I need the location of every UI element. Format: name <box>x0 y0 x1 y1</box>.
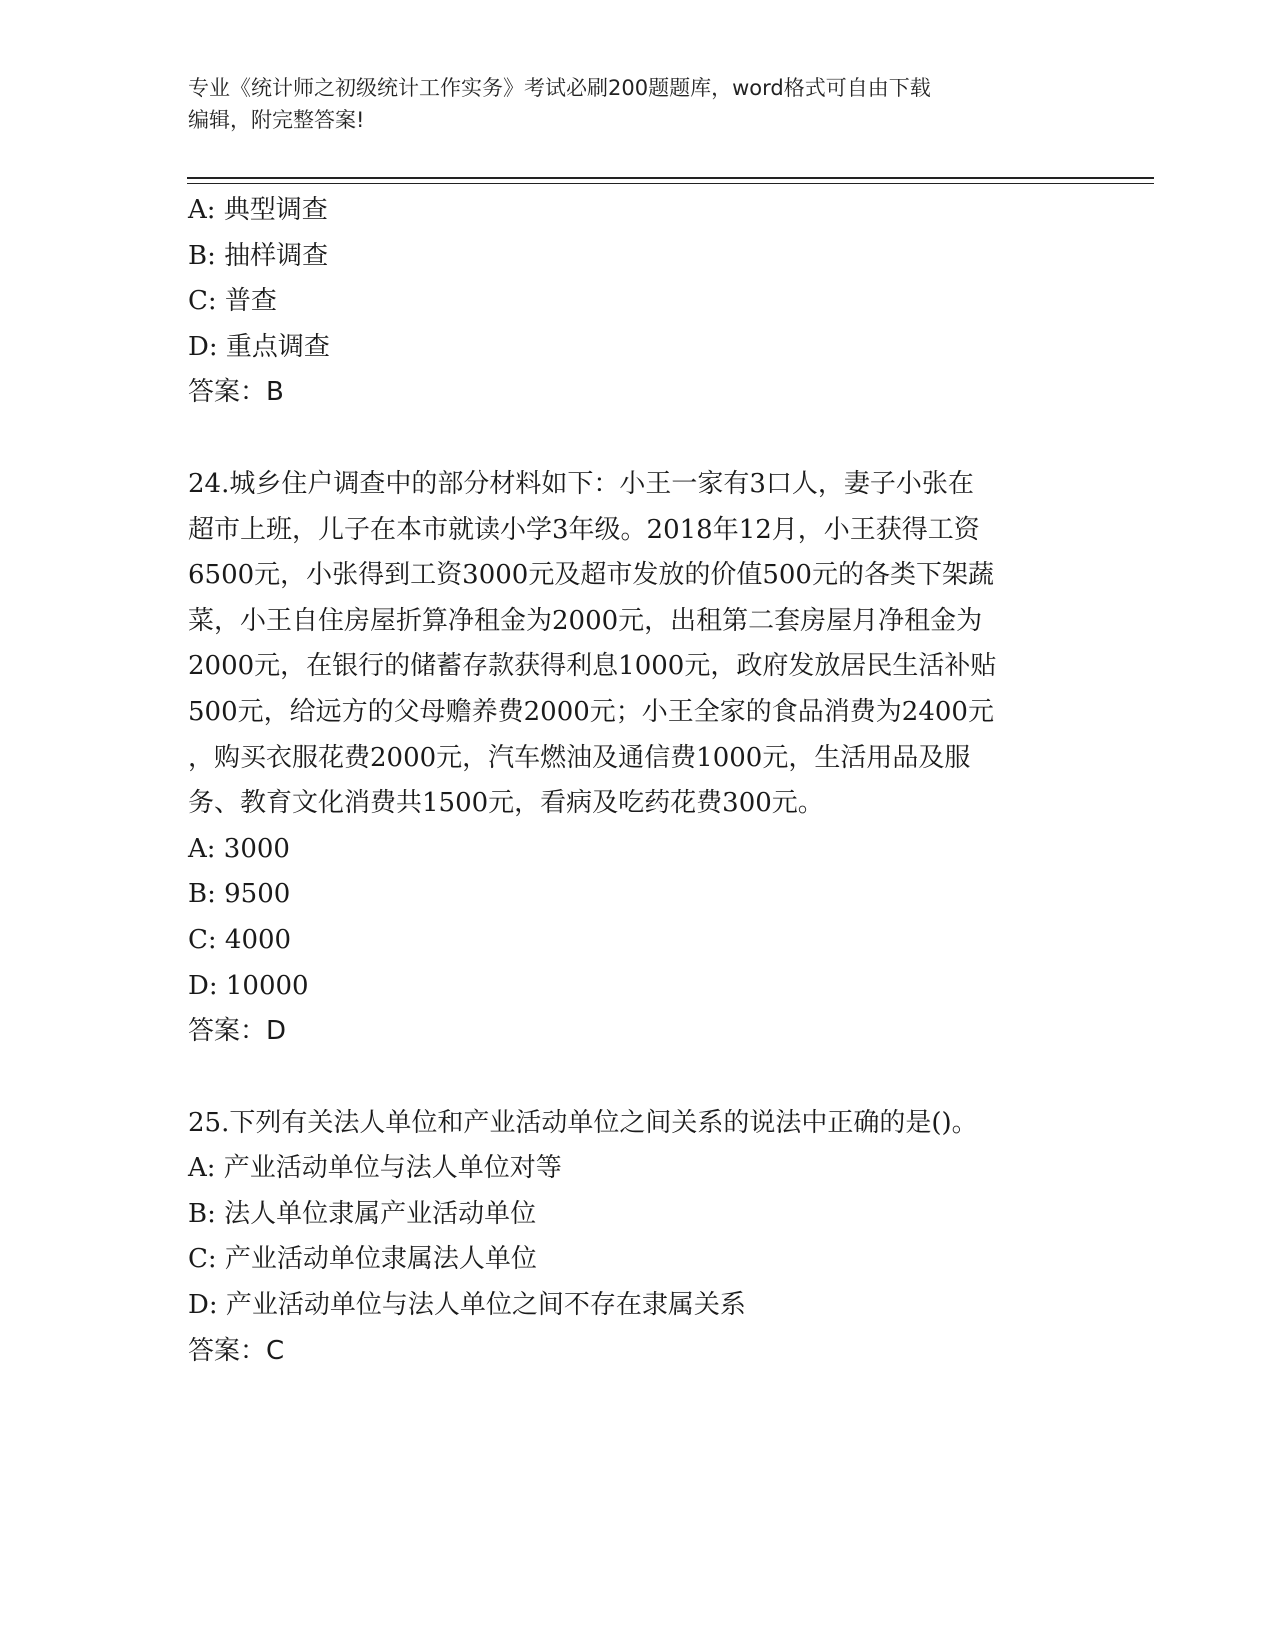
q24-text-line-7: ，购买衣服花费2000元，汽车燃油及通信费1000元，生活用品及服 <box>188 742 971 773</box>
header-rule-thin <box>187 183 1154 184</box>
document-header <box>188 72 1068 136</box>
header-line-1: 专业《统计师之初级统计工作实务》考试必刷200题题库，word格式可自由下载 <box>188 76 931 100</box>
q24-text-line-6: 500元，给远方的父母赡养费2000元；小王全家的食品消费为2400元 <box>188 696 994 727</box>
q25-option-d: D: 产业活动单位与法人单位之间不存在隶属关系 <box>188 1290 746 1321</box>
q25-text: 25.下列有关法人单位和产业活动单位之间关系的说法中正确的是()。 <box>188 1107 978 1138</box>
q25-option-c: C: 产业活动单位隶属法人单位 <box>188 1244 537 1275</box>
q24-option-d: D: 10000 <box>188 970 309 1001</box>
q24-option-c: C: 4000 <box>188 924 292 955</box>
q24-option-a: A: 3000 <box>188 833 290 864</box>
q24-text-line-8: 务、教育文化消费共1500元，看病及吃药花费300元。 <box>188 788 824 819</box>
question-23-block <box>188 188 1088 416</box>
q23-answer: 答案：B <box>188 377 284 408</box>
q23-option-d: D: 重点调查 <box>188 331 330 362</box>
spacer <box>188 416 1088 462</box>
question-content <box>188 188 1088 1374</box>
q23-option-b: B: 抽样调查 <box>188 240 329 271</box>
q25-option-a: A: 产业活动单位与法人单位对等 <box>188 1153 562 1184</box>
q24-text-line-2: 超市上班，儿子在本市就读小学3年级。2018年12月，小王获得工资 <box>188 514 980 545</box>
q25-option-b: B: 法人单位隶属产业活动单位 <box>188 1198 537 1229</box>
q24-text-line-3: 6500元，小张得到工资3000元及超市发放的价值500元的各类下架蔬 <box>188 560 994 591</box>
q24-text-line-1: 24.城乡住户调查中的部分材料如下：小王一家有3口人，妻子小张在 <box>188 468 974 499</box>
q23-option-c: C: 普查 <box>188 286 277 317</box>
q23-option-a: A: 典型调查 <box>188 195 328 225</box>
q25-answer: 答案：C <box>188 1335 285 1366</box>
spacer <box>188 1055 1088 1101</box>
q24-text-line-5: 2000元，在银行的储蓄存款获得利息1000元，政府发放居民生活补贴 <box>188 651 997 682</box>
question-25-block <box>188 1101 1088 1375</box>
question-24-block <box>188 462 1088 1055</box>
header-line-2: 编辑，附完整答案! <box>188 108 365 132</box>
q24-answer: 答案：D <box>188 1016 287 1047</box>
header-rule-thick <box>187 177 1154 179</box>
q24-option-b: B: 9500 <box>188 879 291 910</box>
q24-text-line-4: 菜，小王自住房屋折算净租金为2000元，出租第二套房屋月净租金为 <box>188 605 983 636</box>
